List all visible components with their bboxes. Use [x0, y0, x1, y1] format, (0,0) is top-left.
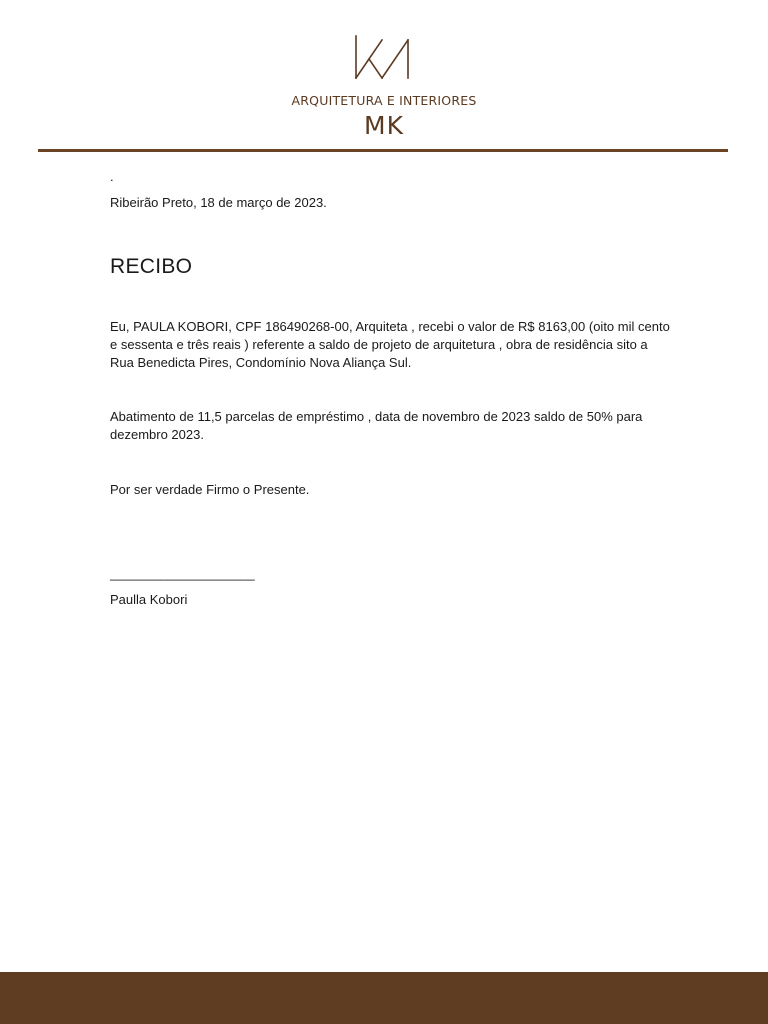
signature-line: ____________________: [110, 566, 255, 581]
logo-tagline: ARQUITETURA E INTERIORES: [291, 93, 477, 108]
installment-paragraph: Abatimento de 11,5 parcelas de empréstimo , data de novembro de 2023 saldo de 50% para dezembro 2023.: [110, 409, 643, 442]
letterhead: [0, 0, 768, 152]
receipt-paragraph: Eu, PAULA KOBORI, CPF 186490268-00, Arquiteta , recebi o valor de R$ 8163,00 (oito mil cento e sessenta e três reais ) referente a saldo de projeto de arquitetura , obra de residência sito a Rua Benedicta Pires, Condomínio Nova Aliança Sul.: [110, 319, 670, 370]
footer-band: [0, 972, 768, 1024]
signature-name: Paulla Kobori: [110, 592, 188, 607]
closing-paragraph: Por ser verdade Firmo o Presente.: [110, 482, 310, 497]
leading-dot: .: [110, 169, 114, 184]
header-divider: [38, 149, 728, 152]
page-title: RECIBO: [110, 255, 193, 278]
letter-date: Ribeirão Preto, 18 de março de 2023.: [110, 195, 327, 210]
logo-initials: MK: [364, 111, 404, 140]
mk-logo-icon: [352, 34, 416, 82]
